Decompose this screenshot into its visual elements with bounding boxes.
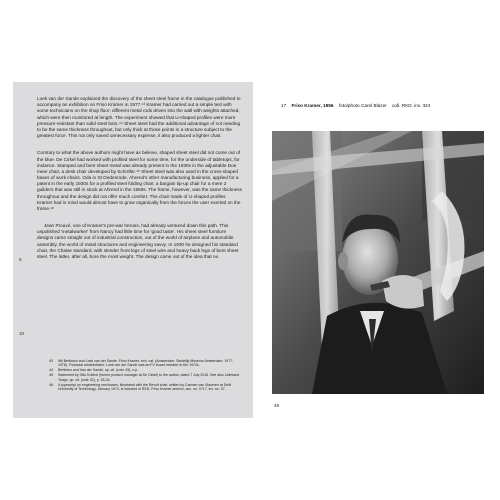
footnote-text: Wil Bertheux and Loek van der Sande, Friso Kramer, exh. cat. (Amsterdam: Stedelijk Museum Amsterdam, 1977-1978). Financial administrator: Loek van der Sande was an FV board member in the 1970s. [58, 359, 234, 368]
footnote [37, 368, 242, 372]
margin-line-number-5: 5 [19, 257, 22, 262]
paragraph-2: Contrary to what the above authors might have as believe, shaped sheet steel did not come out of the blue. De Cirkel had worked with profiled steel for some time, for the underside of tabletops, for instance. Stamped and bent sheet metal was already present in the 1930s in the adjustable Doe meer chair, a desk chair developed by Schröfer.⁴⁵ Sheet steel was also used in the cross-shaped bases of work chairs. Oda in St Oedenrode, Ahrend's other manufacturing business, applied for a patent in the early 1930s for a profiled steel folding chair, a bargain tip-up chair for a mere 2 guilders that was still in stock at Ahrend in the 1960s. The frame, however, was the same thickness throughout and the design did not offer much comfort. The chair made of U-shaped profiles Kramer had in mind would almost have to grow organically from the forces the user exerted on the frame.⁴⁶ [37, 150, 242, 211]
body-text [37, 90, 242, 271]
portrait-photo-drawing [272, 131, 484, 394]
footnote-text: Statement by Otto Kolthof (former product manager at De Cirkel) to the author, dated 7 July 2016. See also Lidmiand Tange, op. cit. (note 42), p. 33-34. [58, 373, 239, 382]
footnote-number: 44 [49, 368, 53, 373]
figure-number: 17 [281, 103, 287, 108]
footnote-text: A typescript on engineering mechanics, illustrated with the Revolt chair, written by Carmen van Vlakeren at Delft University of Technology, January 1974, is included in RKD, Friso Kramer archive, acc. no. 0717, inv. no. 37. [58, 382, 231, 391]
book-spread [13, 82, 489, 418]
figure-title: Friso Kramer, 1956 [291, 103, 334, 108]
figure-caption [281, 103, 481, 108]
left-page [13, 82, 253, 418]
footnote-number: 45 [49, 373, 53, 378]
footnotes [37, 359, 242, 392]
footnote-text: Bertheux and Van der Sande, op. cit. (note 43), n.p. [58, 368, 138, 373]
footnote [37, 373, 242, 382]
footnote-number: 43 [49, 359, 53, 363]
photo-source: coll. RKD, inv. 324 [392, 103, 431, 108]
footnote-number: 46 [49, 382, 53, 387]
margin-line-number-10: 10 [19, 331, 25, 336]
right-page [253, 82, 489, 418]
paragraph-1: Loek van der Sande explained the discovery of the sheet steel frame in the catalogue published to accompany an exhibition on Friso Kramer in 1977.⁴³ Kramer had carried out a simple test with some technicians on the shop floor: different metal rods driven into the wall with weights attached, which were then monitored at length. The experiment showed that U-shaped profiles were more pressure-resistant than solid steel bars.⁴⁴ Sheet steel had the additional advantage of not needing to be the same thickness throughout, but only thick at those points in a structure subject to the greatest force. This not only saved unnecessary expense, it also produced a lighter chair. [37, 96, 241, 139]
portrait-photo [272, 131, 484, 394]
footnote [37, 383, 242, 392]
photo-credit: foto/photo Carel Blazer [338, 103, 387, 108]
footnote [37, 359, 242, 368]
page-number: 49 [274, 403, 280, 408]
paragraph-3: Jean Prouvé, one of Kramer's pre-war heroes, had already ventured down this path. This unpolished 'metalworker' from Nancy had little time for 'good taste'. His sheet steel furniture designs came straight out of industrial construction, out of the world of airplane and automobile assembly, the world of metal structures and engineering savvy. In 1930 he designed his standard chair, the Chaise standard, with slender front legs of steel wire and heavy back legs of bent sheet steel. The latter, after all, bore the most weight. The design came out of the idea that no [37, 223, 239, 259]
